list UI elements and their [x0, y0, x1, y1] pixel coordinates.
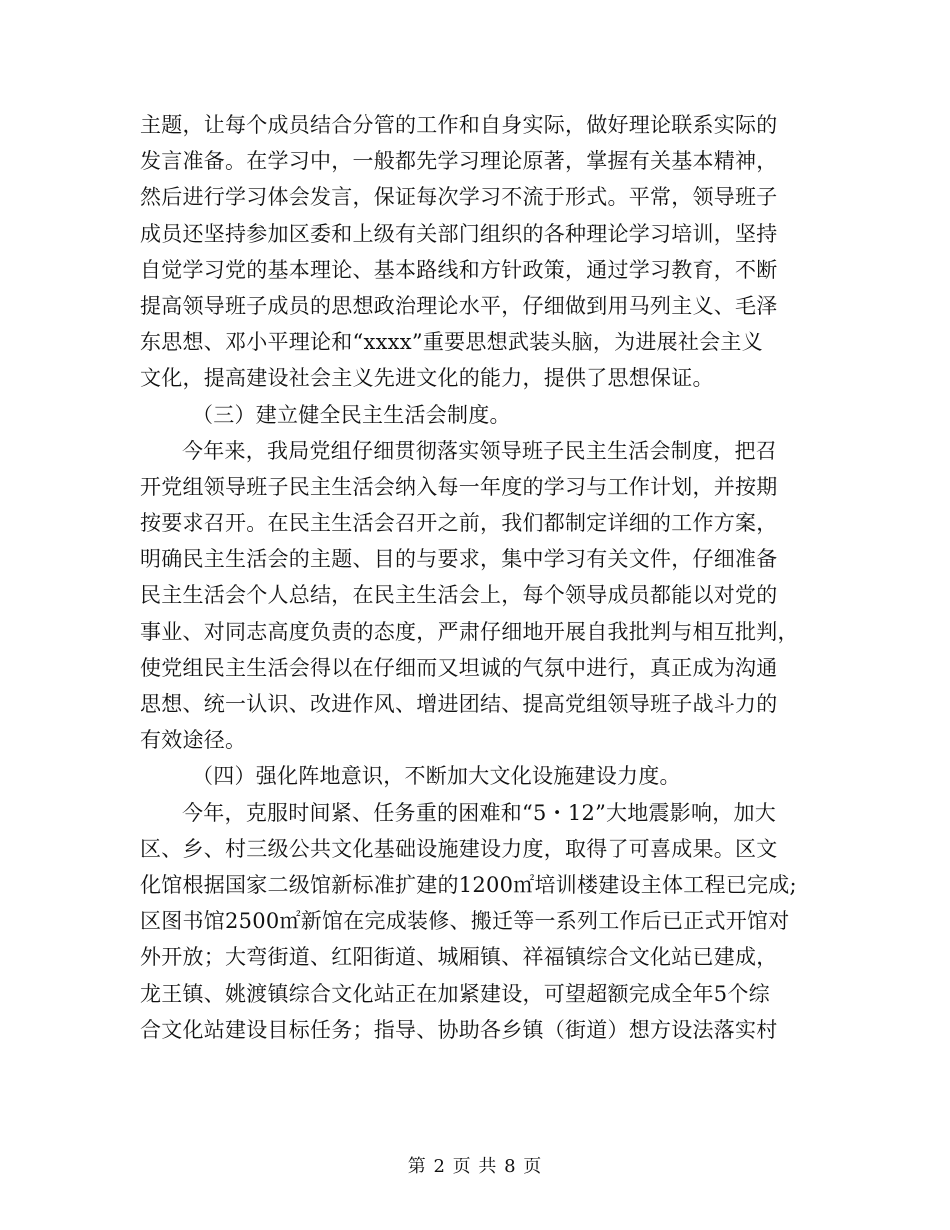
- text-line: 事业、对同志高度负责的态度，严肃仔细地开展自我批判与相互批判，: [140, 619, 799, 644]
- text-line: 提高领导班子成员的思想政治理论水平，仔细做到用马列主义、毛泽: [140, 293, 778, 318]
- text-line: 明确民主生活会的主题、目的与要求，集中学习有关文件，仔细准备: [140, 547, 778, 572]
- text-line: 按要求召开。在民主生活会召开之前，我们都制定详细的工作方案，: [140, 511, 778, 536]
- text-line: 化馆根据国家二级馆新标准扩建的1200㎡培训楼建设主体工程已完成;: [140, 872, 797, 897]
- section-heading: （四）强化阵地意识，不断加大文化设施建设力度。: [192, 764, 681, 789]
- text-line: 外开放；大弯街道、红阳街道、城厢镇、祥福镇综合文化站已建成，: [140, 945, 778, 970]
- page-number-footer: 第 2 页 共 8 页: [407, 1156, 543, 1177]
- text-line: 自觉学习党的基本理论、基本路线和方针政策，通过学习教育，不断: [140, 257, 778, 282]
- text-line: 开党组领导班子民主生活会纳入每一年度的学习与工作计划，并按期: [140, 474, 778, 499]
- text-line: 成员还坚持参加区委和上级有关部门组织的各种理论学习培训，坚持: [140, 221, 778, 246]
- text-line: 合文化站建设目标任务；指导、协助各乡镇（街道）想方设法落实村: [140, 1017, 778, 1042]
- text-line: 然后进行学习体会发言，保证每次学习不流于形式。平常，领导班子: [140, 185, 778, 210]
- document-body: [140, 107, 802, 1048]
- text-line: 民主生活会个人总结，在民主生活会上，每个领导成员都能以对党的: [140, 583, 778, 608]
- text-line: 区、乡、村三级公共文化基础设施建设力度，取得了可喜成果。区文: [140, 836, 778, 861]
- text-line: 有效途径。: [140, 728, 247, 753]
- text-line: 龙王镇、姚渡镇综合文化站正在加紧建设，可望超额完成全年5个综: [140, 981, 770, 1006]
- text-line: 主题，让每个成员结合分管的工作和自身实际，做好理论联系实际的: [140, 113, 778, 137]
- text-line: 发言准备。在学习中，一般都先学习理论原著，掌握有关基本精神，: [140, 149, 778, 174]
- text-line: 区图书馆2500㎡新馆在完成装修、搬迁等一系列工作后已正式开馆对: [140, 909, 790, 934]
- section-heading: （三）建立健全民主生活会制度。: [192, 402, 511, 427]
- text-line: 今年来，我局党组仔细贯彻落实领导班子民主生活会制度，把召: [182, 438, 777, 463]
- text-line: 东思想、邓小平理论和“xxxx”重要思想武装头脑，为进展社会主义: [140, 330, 763, 355]
- text-line: 文化，提高建设社会主义先进文化的能力，提供了思想保证。: [140, 366, 714, 391]
- text-line: 思想、统一认识、改进作风、增进团结、提高党组领导班子战斗力的: [140, 692, 778, 716]
- text-line: 今年，克服时间紧、任务重的困难和“5・12”大地震影响，加大: [182, 800, 777, 825]
- text-line: 使党组民主生活会得以在仔细而又坦诚的气氛中进行，真正成为沟通: [140, 655, 778, 680]
